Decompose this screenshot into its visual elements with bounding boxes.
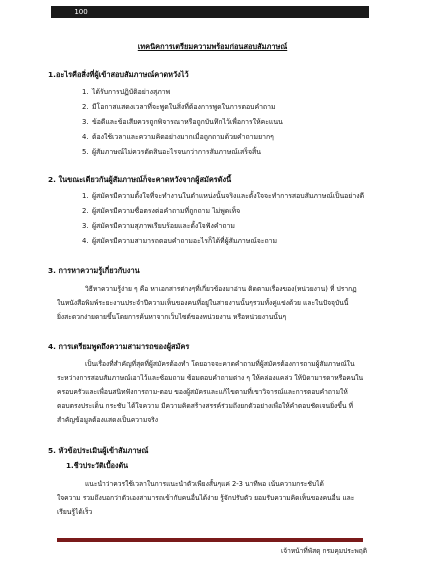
section-1-item: 2. มีโอกาสแสดงเวลาที่จะพูดในสิ่งที่ต้องการพูดในการตอบคำถาม — [82, 103, 276, 111]
section-3-paragraph-line: วิธีหาความรู้ง่าย ๆ คือ หาเอกสารต่างๆที่เกี่ยวข้องมาอ่าน ติดตามเรื่องของ(หน่วยงาน) ที่ ปรากฏ — [85, 285, 357, 293]
section-3-paragraph-line: ในหนังสือพิมพ์ระยะงานประจำปีความเห็นของคนที่อยู่ในสายงานนั้นๆรวมทั้งคู่แข่งด้วย และในปัจจุบันนี้ — [57, 299, 349, 307]
section-4-paragraph-line: ระหว่างการสอบสัมภาษณ์เอาไว้และซ้อมถาม ซ้อมตอบคำถามต่าง ๆ ให้คล่องแคล่ว ให้บิดามารดาหรือคนใน — [57, 374, 364, 382]
footer-rule — [57, 538, 363, 542]
section-1-item: 3. ข้อดีและข้อเสียควรถูกพิจารณาหรือถูกบันทึกไว้เพื่อการให้คะแนน — [82, 118, 283, 126]
section-1-item: 5. ผู้สัมภาษณ์ไม่ควรตัดสินอะไรจนกว่าการสัมภาษณ์เสร็จสิ้น — [82, 148, 261, 156]
section-5-paragraph-line: ใจความ รวมถึงบอกว่าตัวเองสามารถเข้ากับคนอื่นได้ง่าย รู้จักปรับตัว ยอมรับความคิดเห็นของคนอื่น และ — [57, 494, 355, 502]
section-5-paragraph-line: แนะนำว่าควรใช้เวลาในการแนะนำตัวเพียงสั้นๆแค่ 2-3 นาทีพอ เน้นความกระชับได้ — [85, 480, 324, 488]
section-2-item: 2. ผู้สมัครมีความซื่อตรงต่อคำถามที่ถูกถาม ไม่พูดเท็จ — [82, 207, 241, 215]
section-5-subheading: 1.ชีวประวัติเบื้องต้น — [66, 461, 129, 470]
footer-text: เจ้าหน้าที่พัสดุ กรมคุมประพฤติ — [281, 547, 367, 555]
section-5-heading: 5. หัวข้อประเมินผู้เข้าสัมภาษณ์ — [48, 446, 149, 455]
section-2-item: 1. ผู้สมัครมีความตั้งใจที่จะทำงานในตำแหน่งนั้นจริงและตั้งใจจะทำการสอบสัมภาษณ์เป็นอย่างดี — [82, 192, 365, 200]
section-5-paragraph-line: เรียนรู้ได้เร็ว — [57, 508, 93, 516]
section-4-heading: 4. การเตรียมพูดถึงความสามารถของผู้สมัคร — [48, 342, 190, 351]
section-4-paragraph-line: สำคัญข้อมูลต้องแสดงเป็นความจริง — [57, 416, 158, 424]
page-number-bar — [51, 6, 369, 18]
section-1-heading: 1.อะไรคือสิ่งที่ผู้เข้าสอบสัมภาษณ์คาดหวังไว้ — [48, 70, 189, 79]
section-3-paragraph-line: ยิ่งสะดวกง่ายดายขึ้นโดยการค้นหาจากเว็บไซต์ของหน่วยงาน หรือหน่วยงานนั้นๆ — [57, 313, 287, 321]
page-number: 100 — [74, 8, 88, 16]
section-3-heading: 3. การหาความรู้เกี่ยวกับงาน — [48, 266, 140, 275]
section-2-item: 3. ผู้สมัครมีความสุภาพเรียบร้อยและตั้งใจฟังคำถาม — [82, 222, 235, 230]
section-1-item: 4. ต้องใช้เวลาและความคิดอย่างมากเมื่อถูกถามด้วยคำถามยากๆ — [82, 133, 274, 141]
section-1-item: 1. ได้รับการปฏิบัติอย่างสุภาพ — [82, 88, 171, 96]
section-4-paragraph-line: ตอบตรงประเด็น กระชับ ได้ใจความ มีความคิดสร้างสรรค์ร่วมถึงยกตัวอย่างเพื่อให้คำตอบชัดเจนยิ่งขึ้น ที่ — [57, 402, 353, 410]
section-2-heading: 2. ในขณะเดียวกันผู้สัมภาษณ์ก็จะคาดหวังจากผู้สมัครดังนี้ — [48, 175, 232, 184]
section-4-paragraph-line: ครอบครัวและเพื่อนสนิทฟังการถาม-ตอบ ของผู้สมัครและแก้ไขตามที่เขาวิจารณ์และการตอบคำถามให้ — [57, 388, 348, 396]
section-2-item: 4. ผู้สมัครมีความสามารถตอบคำถามอะไรก็ได้ที่ผู้สัมภาษณ์จะถาม — [82, 237, 278, 245]
document-title: เทคนิคการเตรียมความพร้อมก่อนสอบสัมภาษณ์ — [137, 42, 288, 51]
section-4-paragraph-line: เป็นเรื่องที่สำคัญที่สุดที่ผู้สมัครต้องทำ โดยอาจจะคาดคำถามที่ผู้สมัครต้องการถามผู้สัมภาษณ์ใน — [85, 360, 355, 368]
